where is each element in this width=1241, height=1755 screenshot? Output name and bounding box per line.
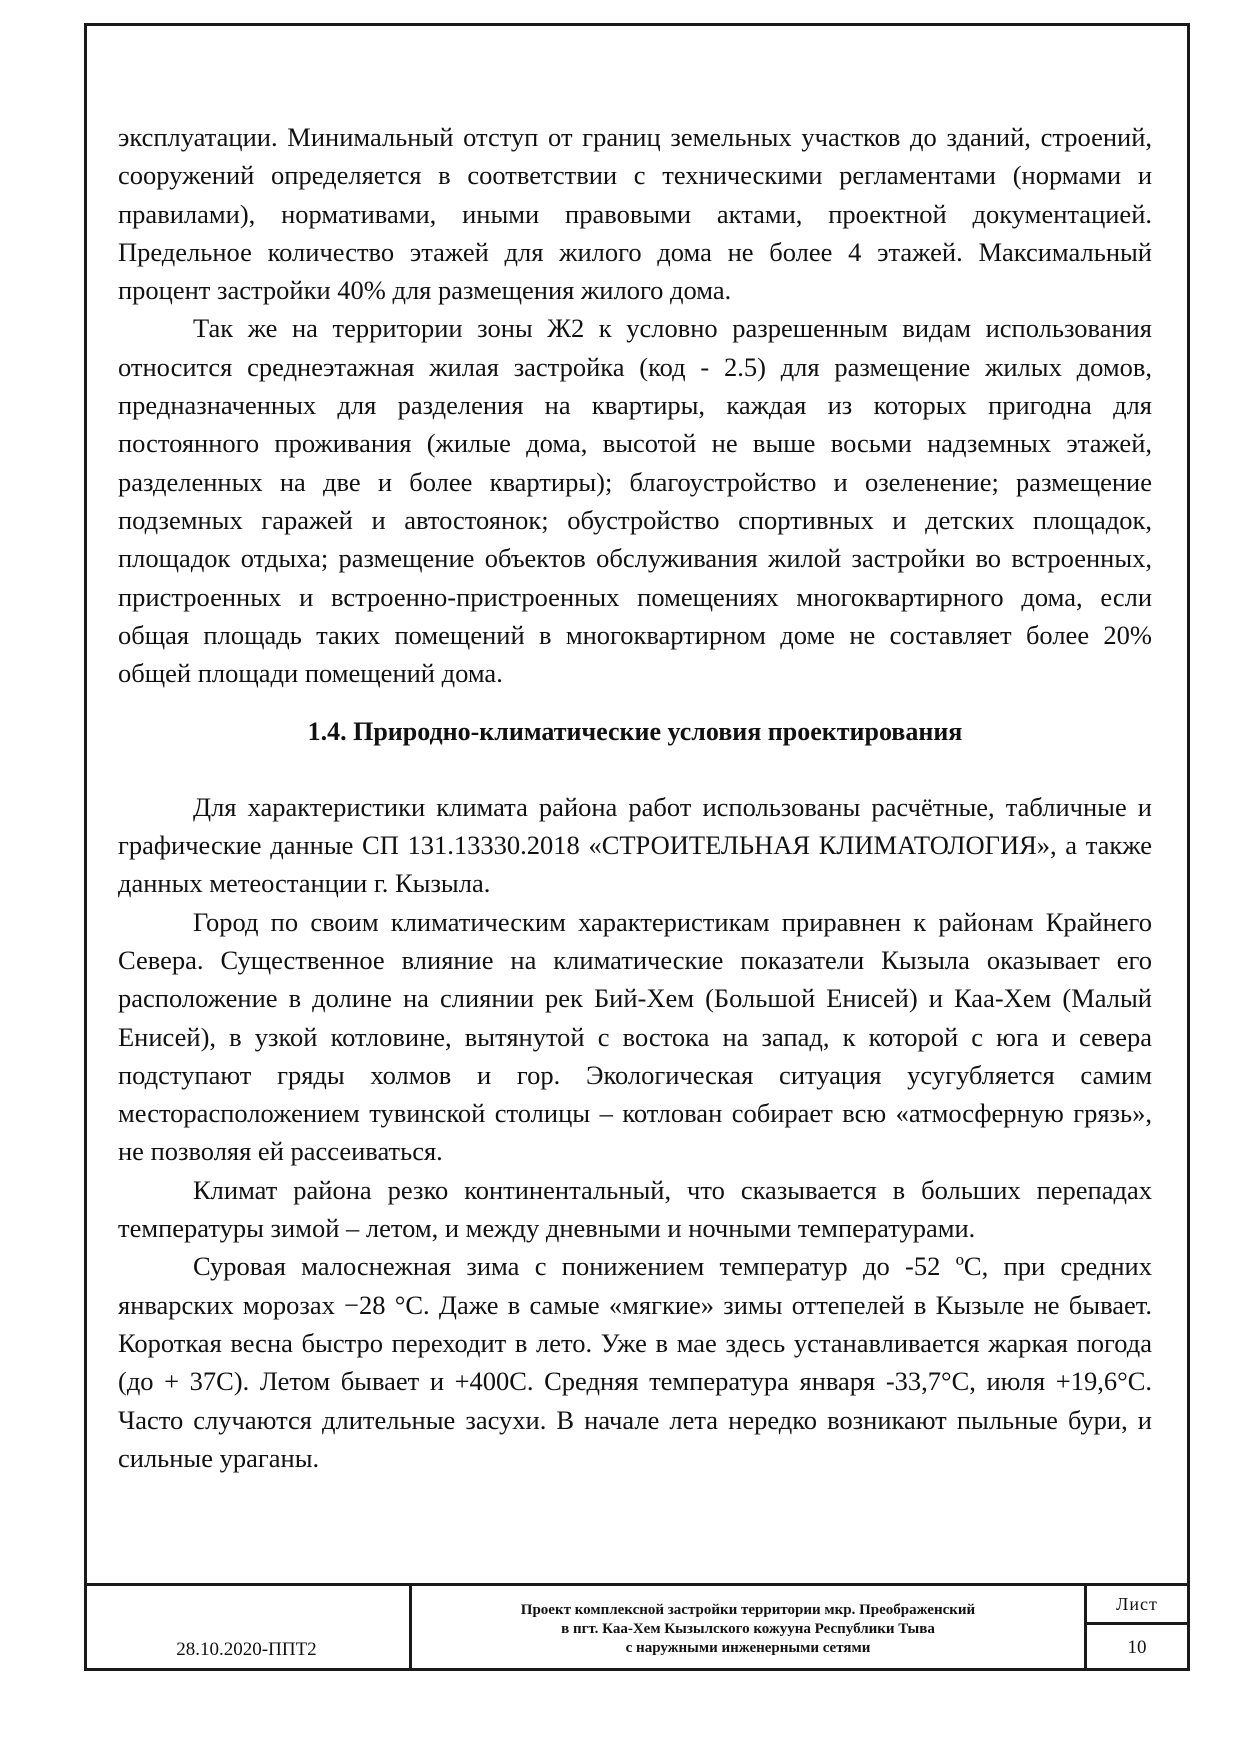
project-title-line-3: с наружными инженерными сетями bbox=[625, 1640, 871, 1656]
paragraph-continuation: эксплуатации. Минимальный отступ от границ земельных участков до зданий, строений, сооружений определяется в соответствии с техническими регламентами (нормами и правилами), нормативами, иными правовыми актами, проектной документацией. Предельное количество этажей для жилого дома не более 4 этажей. Максимальный процент застройки 40% для размещения жилого дома. bbox=[118, 122, 1152, 306]
paragraph-temperatures: Суровая малоснежная зима с понижением температур до -52 ºС, при средних январских морозах −28 °C. Даже в самые «мягкие» зимы оттепелей в Кызыле не бывает. Короткая весна быстро переходит в лето. Уже в мае здесь устанавливается жаркая погода (до + 37С). Летом бывает и +400С. Средняя температура января -33,7°С, июля +19,6°С. Часто случаются длительные засухи. В начале лета нередко возникают пыльные бури, и сильные ураганы. bbox=[118, 1251, 1152, 1473]
project-title-line-1: Проект комплексной застройки территории мкр. Преображенский bbox=[520, 1602, 976, 1618]
paragraph-zone-zh2: Так же на территории зоны Ж2 к условно разрешенным видам использования относится среднеэтажная жилая застройка (код - 2.5) для размещение жилых домов, предназначенных для разделения на квартиры, каждая из которых пригодна для постоянного проживания (жилые дома, высотой не выше восьми надземных этажей, разделенных на две и более квартиры); благоустройство и озеленение; размещение подземных гаражей и автостоянок; обустройство спортивных и детских площадок, площадок отдыха; размещение объектов обслуживания жилой застройки во встроенных, пристроенных и встроенно-пристроенных помещениях многоквартирного дома, если общая площадь таких помещений в многоквартирном доме не составляет более 20% общей площади помещений дома. bbox=[118, 313, 1152, 689]
project-title-line-2: в пгт. Каа-Хем Кызылского кожууна Республики Тыва bbox=[561, 1621, 935, 1637]
title-block-stamp bbox=[84, 1583, 1190, 1671]
section-heading: 1.4. Природно-климатические условия проектирования bbox=[307, 717, 963, 747]
paragraph-city-location: Город по своим климатическим характеристикам приравнен к районам Крайнего Севера. Существенное влияние на климатические показатели Кызыла оказывает его расположение в долине на слиянии рек Бий-Хем (Большой Енисей) и Каа-Хем (Малый Енисей), в узкой котловине, вытянутой с востока на запад, к которой с юга и севера подступают гряды холмов и гор. Экологическая ситуация усугубляется самим месторасположением тувинской столицы – котлован собирает всю «атмосферную грязь», не позволяя ей рассеиваться. bbox=[118, 906, 1152, 1167]
stamp-project-title bbox=[412, 1586, 1084, 1671]
paragraph-continental-climate: Климат района резко континентальный, что сказывается в больших перепадах температуры зимой – летом, и между дневными и ночными температурами. bbox=[118, 1174, 1152, 1244]
stamp-sheet-cell bbox=[1084, 1586, 1187, 1671]
sheet-label: Лист bbox=[1087, 1586, 1187, 1625]
sheet-number: 10 bbox=[1127, 1637, 1147, 1658]
stamp-doc-code-cell bbox=[84, 1586, 412, 1671]
paragraph-climate-sources: Для характеристики климата района работ использованы расчётные, табличные и графические данные СП 131.13330.2018 «СТРОИТЕЛЬНАЯ КЛИМАТОЛОГИЯ», а также данных метеостанции г. Кызыла. bbox=[118, 791, 1152, 899]
document-code: 28.10.2020-ППТ2 bbox=[176, 1639, 317, 1660]
document-body bbox=[118, 118, 1152, 1477]
